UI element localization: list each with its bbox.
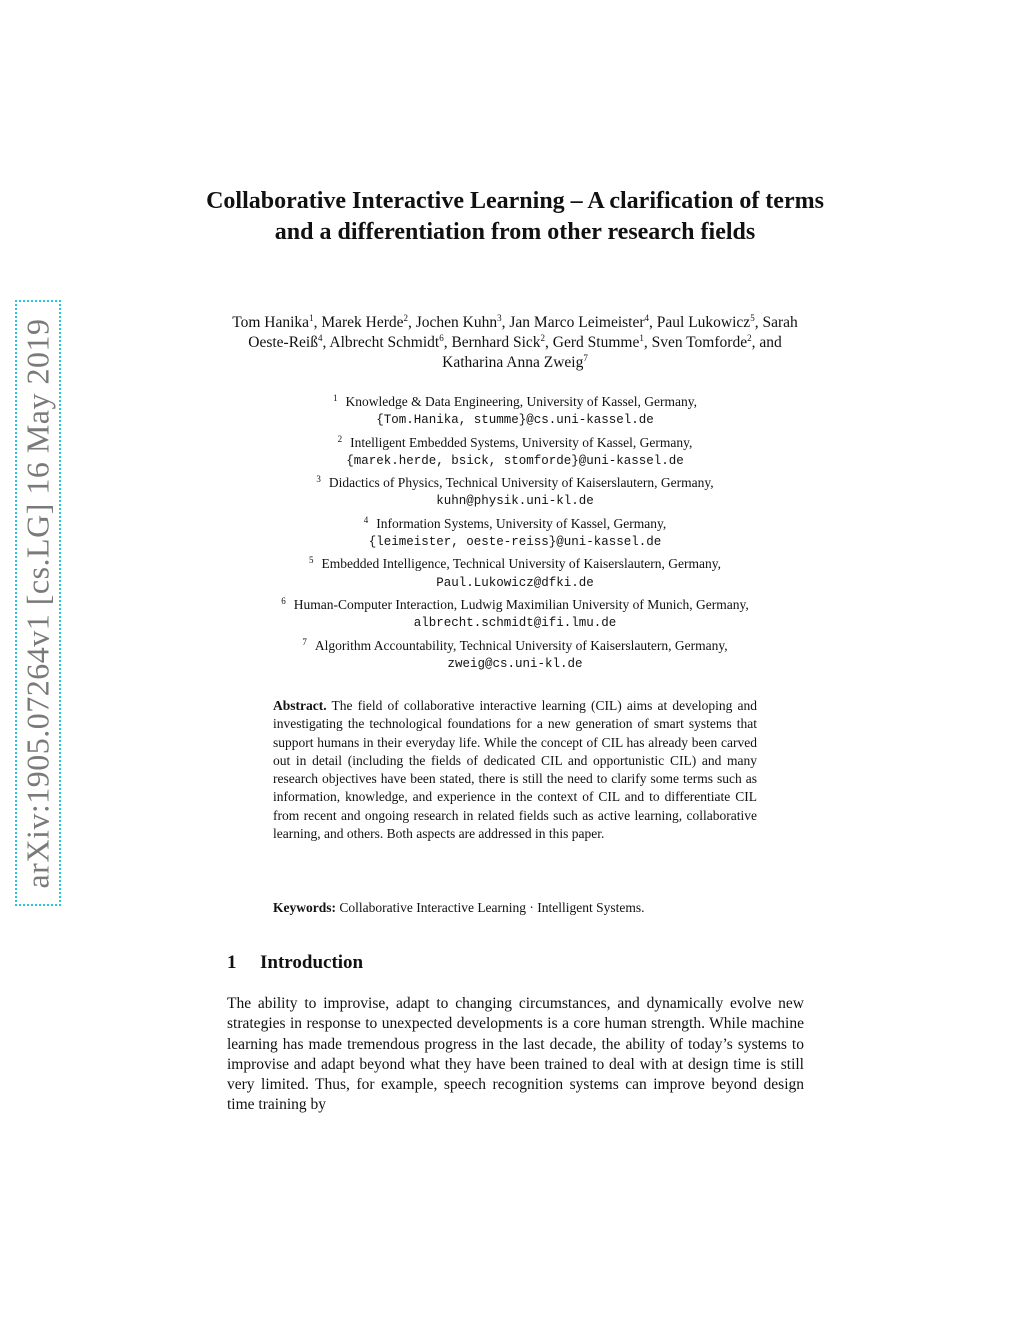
abstract-text: The field of collaborative interactive learning (CIL) aims at developing and investigating the technological foundations for a new generation of smart systems that support humans in their everyday life. While the concept of CIL has already been carved out in detail (including the fields of dedicated CIL and opportunistic CIL) and many research objectives have been stated, there is still the need to clarify some terms such as information, knowledge, and experience in the context of CIL and to differentiate CIL from recent and ongoing research in related fields such as active learning, collaborative learning, and others. Both aspects are addressed in this paper. xyxy=(273,698,758,842)
author-list: Tom Hanika$^1$, Marek Herde$^2$, Jochen Kuhn$^3$, Jan Marco Leimeister$^4$, Paul Lukowicz$^5$, Sarah Oeste-Reiß$^4$, Albrecht Schmidt$^6$, Bernhard Sick$^2$, Gerd Stumme$^1$, Sven Tomforde$^2$, and Katharina Anna Zweig$^7$ xyxy=(232,313,798,371)
keywords-text: Collaborative Interactive Learning · Intelligent Systems. xyxy=(339,900,645,915)
abstract xyxy=(273,697,757,843)
section-title: Introduction xyxy=(260,952,364,973)
author: Sarah Oeste-Reiß$^4$ xyxy=(248,314,798,351)
keywords xyxy=(273,899,757,917)
section-body-text: The ability to improvise, adapt to changing circumstances, and dynamically evolve new strategies in response to unexpected developments is a core human strength. While machine learning has made tremendous progress in the last decade, the ability of today’s systems to improvise and adapt beyond what they have been trained to deal with at design time is still very limited. Thus, for example, speech recognition systems can improve beyond design time training by xyxy=(227,995,804,1114)
author: Gerd Stumme$^1$ xyxy=(552,333,644,351)
affiliation: $^3$ Didactics of Physics, Technical University of Kaiserslautern, Germany, xyxy=(316,474,714,491)
section-heading xyxy=(227,951,363,975)
author: Sven Tomforde$^2$ xyxy=(651,333,752,351)
affiliation: $^1$ Knowledge & Data Engineering, University of Kassel, Germany, xyxy=(332,393,698,409)
affiliation-email: zweig@cs.uni-kl.de xyxy=(447,656,583,671)
arxiv-identifier-text: arXiv:1905.07264v1 [cs.LG] 16 May 2019 xyxy=(19,317,56,889)
author-conjunction: and xyxy=(759,334,782,351)
affiliation: $^7$ Algorithm Accountability, Technical University of Kaiserslautern, Germany, xyxy=(302,636,728,653)
author: Marek Herde$^2$ xyxy=(321,313,409,331)
affiliation-email: {Tom.Hanika, stumme}@cs.uni-kassel.de xyxy=(376,413,654,428)
affiliation: $^2$ Intelligent Embedded Systems, University of Kassel, Germany, xyxy=(337,433,693,450)
affiliation: $^5$ Embedded Intelligence, Technical University of Kaiserslautern, Germany, xyxy=(309,555,721,572)
abstract-label: Abstract. xyxy=(273,698,327,713)
arxiv-identifier-stamp xyxy=(15,300,61,906)
paper-title: Collaborative Interactive Learning – A clarification of terms and a differentiation from other research fields xyxy=(206,188,824,245)
affiliation-email: {leimeister, oeste-reiss}@uni-kassel.de xyxy=(368,535,662,550)
author: Katharina Anna Zweig$^7$ xyxy=(442,353,588,371)
section-number: 1 xyxy=(227,952,237,973)
author: Paul Lukowicz$^5$ xyxy=(656,313,755,331)
affiliation: $^6$ Human-Computer Interaction, Ludwig Maximilian University of Munich, Germany, xyxy=(281,595,749,612)
author: Tom Hanika$^1$ xyxy=(232,313,314,331)
author: Jan Marco Leimeister$^4$ xyxy=(509,313,650,331)
author: Albrecht Schmidt$^6$ xyxy=(329,333,444,351)
affiliation-email: Paul.Lukowicz@dfki.de xyxy=(436,575,594,590)
affiliation: $^4$ Information Systems, University of Kassel, Germany, xyxy=(363,514,667,531)
author: Jochen Kuhn$^3$ xyxy=(415,313,502,331)
keywords-label: Keywords: xyxy=(273,900,336,915)
affiliation-email: kuhn@physik.uni-kl.de xyxy=(436,494,594,509)
affiliation-email: {marek.herde, bsick, stomforde}@uni-kassel.de xyxy=(346,453,684,468)
author: Bernhard Sick$^2$ xyxy=(451,333,546,351)
affiliation-email: albrecht.schmidt@ifi.lmu.de xyxy=(413,616,617,631)
affiliation-list xyxy=(215,389,815,673)
